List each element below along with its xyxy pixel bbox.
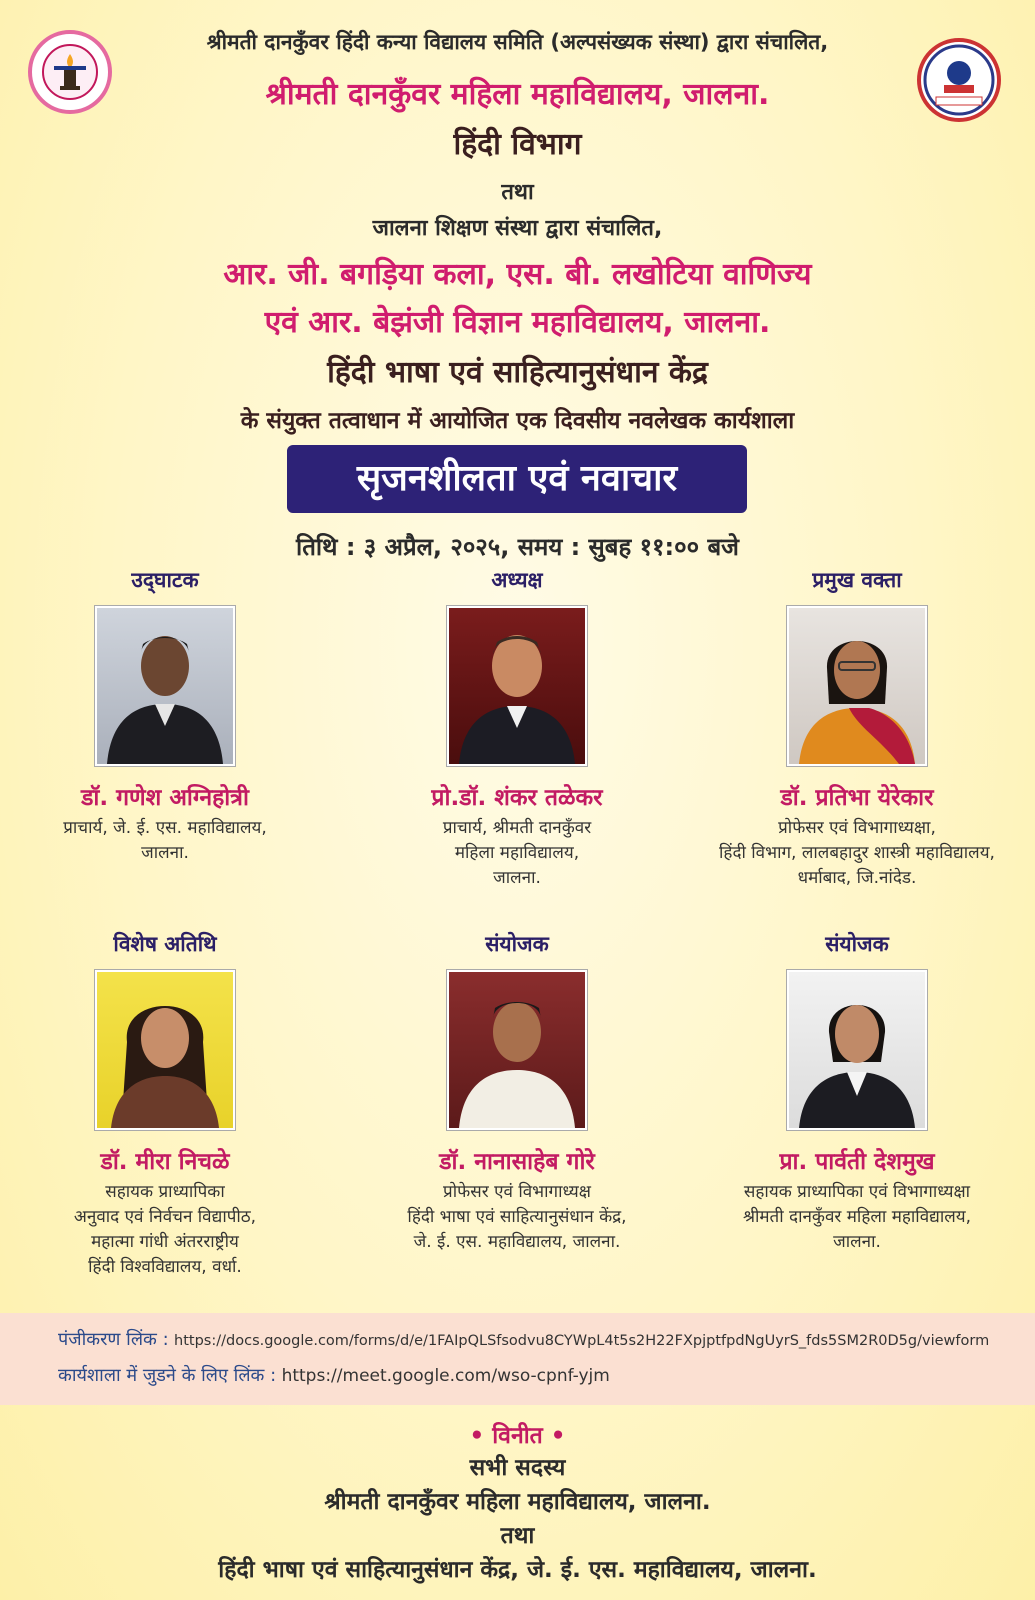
person-desc-line: जे. ई. एस. महाविद्यालय, जालना. [413,1232,621,1252]
person-desc-line: सहायक प्राध्यापिका एवं विभागाध्यक्षा [743,1182,971,1202]
registration-link[interactable]: https://docs.google.com/forms/d/e/1FAIpQLSfsodvu8CYWpL4t5s2H22FXpjptfpdNgUyrS_fds5SM2R0D5g/viewform [174,1333,990,1349]
person-name: डॉ. नानासाहेब गोरे [439,1149,595,1175]
person-desc-line: सहायक प्राध्यापिका [105,1182,225,1202]
person-desc-line: जालना. [833,1232,881,1252]
person-desc-line: हिंदी भाषा एवं साहित्यानुसंधान केंद्र, [407,1207,627,1227]
person-desc-line: हिंदी विश्वविद्यालय, वर्धा. [88,1257,242,1277]
person-desc-line: प्रोफेसर एवं विभागाध्यक्ष [443,1182,591,1202]
links-band [0,1313,1035,1405]
person-desc-line: महात्मा गांधी अंतरराष्ट्रीय [91,1232,239,1252]
person-desc-line: हिंदी विभाग, लालबहादुर शास्त्री महाविद्यालय, [719,843,995,863]
person-role: संयोजक [485,932,549,956]
person-photo [95,606,235,766]
person-role: प्रमुख वक्ता [812,568,902,592]
person-desc-line: प्रोफेसर एवं विभागाध्यक्षा, [778,818,936,838]
person-role: उद्‍घाटक [131,568,199,592]
person-desc-line: धर्माबाद, जि.नांदेड. [797,868,917,888]
person-name: प्रो.डॉ. शंकर तळेकर [431,785,603,811]
department-name: हिंदी विभाग [453,127,582,162]
footer-line3: तथा [500,1523,535,1549]
join-link[interactable]: https://meet.google.com/wso-cpnf-yjm [281,1366,610,1386]
portrait-woman-icon [97,972,233,1128]
person-desc-line: श्रीमती दानकुँवर महिला महाविद्यालय, [742,1207,972,1227]
footer-line2: श्रीमती दानकुँवर महिला महाविद्यालय, जालना. [324,1489,711,1515]
date-time: तिथि : ३ अप्रैल, २०२५, समय : सुबह ११:०० बजे [296,533,739,561]
person-photo [95,970,235,1130]
person-name: प्रा. पार्वती देशमुख [779,1149,935,1175]
person-name: डॉ. गणेश अग्निहोत्री [81,785,249,811]
join-label: कार्यशाला में जुडने के लिए लिंक : [58,1365,277,1386]
person-desc-line: अनुवाद एवं निर्वचन विद्यापीठ, [73,1207,257,1227]
and-text: तथा [501,180,534,205]
workshop-title: सृजनशीलता एवं नवाचार [287,445,747,513]
person-desc-line: जालना. [141,843,189,863]
join-link-row [58,1363,610,1387]
person-desc-line: प्राचार्य, जे. ई. एस. महाविद्यालय, [63,818,267,838]
person-photo [787,970,927,1130]
college2-name-line2: एवं आर. बेझंजी विज्ञान महाविद्यालय, जालना. [264,305,771,340]
person-name: डॉ. मीरा निचळे [100,1149,230,1175]
registration-link-row [58,1327,989,1351]
portrait-woman-icon [789,608,925,764]
organized-line: के संयुक्त तत्वाधान में आयोजित एक दिवसीय नवलेखक कार्यशाला [240,408,795,434]
person-card-convener-2 [692,930,1022,1255]
registration-label: पंजीकरण लिंक : [58,1329,169,1350]
person-role: अध्यक्ष [491,568,543,592]
person-card-inaugurator [0,566,330,866]
college1-name: श्रीमती दानकुँवर महिला महाविद्यालय, जालना. [265,77,770,112]
person-card-guest [0,930,330,1280]
research-center-name: हिंदी भाषा एवं साहित्यानुसंधान केंद्र [327,355,708,390]
managing-society-line: श्रीमती दानकुँवर हिंदी कन्या विद्यालय समिति (अल्पसंख्यक संस्था) द्वारा संचालित, [206,30,829,54]
portrait-man-icon [449,972,585,1128]
person-name: डॉ. प्रतिभा येरेकार [780,785,934,811]
person-card-keynote [692,566,1022,891]
person-role: संयोजक [825,932,889,956]
portrait-woman-icon [789,972,925,1128]
managing-body-line: जालना शिक्षण संस्था द्वारा संचालित, [372,216,663,241]
portrait-man-icon [449,608,585,764]
footer-line1: सभी सदस्य [469,1455,566,1481]
person-card-chair [352,566,682,891]
person-desc-line: महिला महाविद्यालय, [454,843,580,863]
college2-name-line1: आर. जी. बगड़िया कला, एस. बी. लखोटिया वाणिज्य [223,257,812,292]
person-role: विशेष अतिथि [113,932,217,956]
portrait-man-icon [97,608,233,764]
footer-line4: हिंदी भाषा एवं साहित्यानुसंधान केंद्र, जे. ई. एस. महाविद्यालय, जालना. [218,1557,817,1583]
person-photo [787,606,927,766]
person-photo [447,970,587,1130]
person-desc-line: जालना. [493,868,541,888]
person-photo [447,606,587,766]
vinit-heading: • विनीत • [469,1423,566,1449]
person-card-convener-1 [352,930,682,1255]
person-desc-line: प्राचार्य, श्रीमती दानकुँवर [442,818,592,838]
